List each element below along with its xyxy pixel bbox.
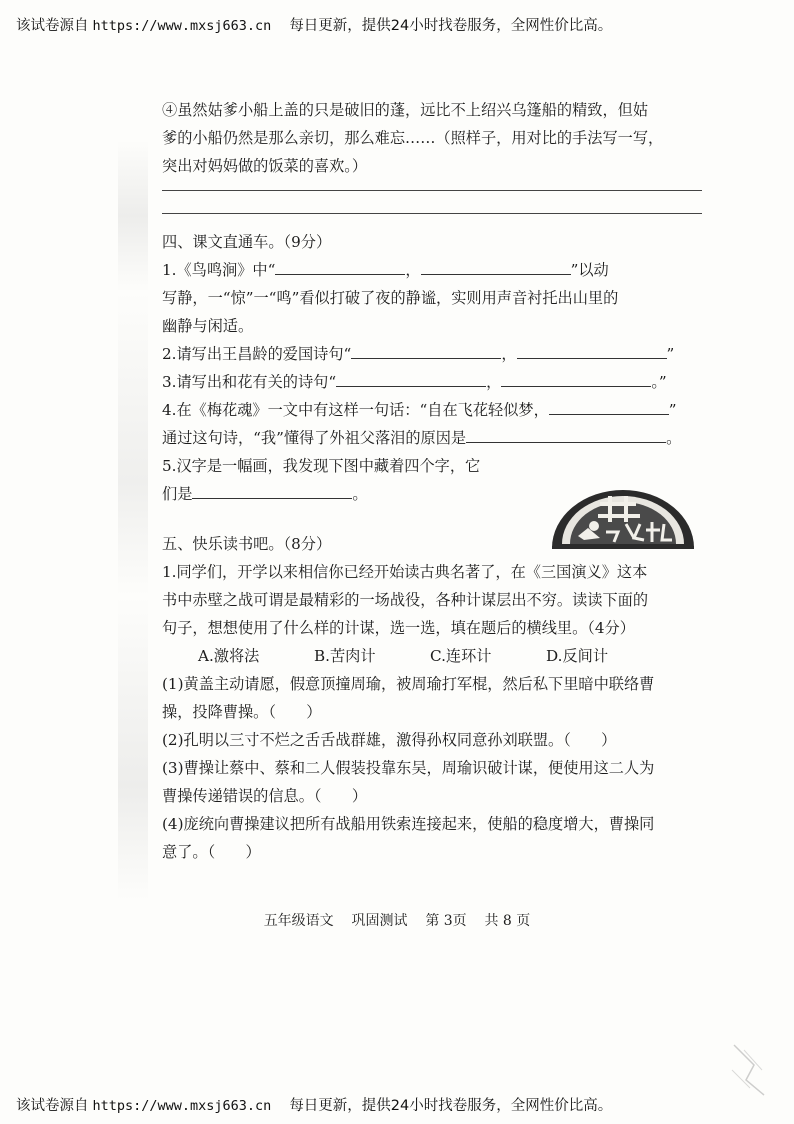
footer-test: 巩固测试: [351, 913, 408, 929]
section-4-title: 四、课文直通车。（9分）: [162, 233, 332, 251]
option-c: C.连环计: [430, 647, 492, 665]
item-3-line-1: (3)曹操让蔡中、蔡和二人假装投靠东吴，周瑜识破计谋，便使用这二人为: [162, 759, 655, 777]
item-4-line-2: 意了。（ ）: [162, 843, 261, 861]
q5-line-2: 们是 。: [162, 480, 722, 508]
item-1-line-2: 操，投降曹操。（ ）: [162, 703, 322, 721]
q1-blank-2[interactable]: [421, 258, 571, 275]
options-row: [198, 642, 722, 670]
footer-subject: 五年级语文: [263, 913, 334, 929]
s5-intro-3: 句子，想想使用了什么样的计谋，选一选，填在题后的横线里。（4分）: [162, 619, 635, 637]
banner-suffix: 每日更新，提供24小时找卷服务，全网性价比高。: [289, 1098, 613, 1114]
scan-shadow: [118, 140, 148, 900]
banner-suffix: 每日更新，提供24小时找卷服务，全网性价比高。: [289, 18, 613, 34]
q2: 2.请写出王昌龄的爱国诗句“ ， ”: [162, 340, 722, 368]
q4-blank-1[interactable]: [549, 398, 669, 415]
source-banner-bottom: [16, 1094, 612, 1115]
footer-total: 共 8 页: [484, 913, 531, 929]
intro-line-1: ④虽然姑爹小船上盖的只是破旧的蓬，远比不上绍兴乌篷船的精致，但姑: [162, 101, 648, 119]
intro-line-3: 突出对妈妈做的饭菜的喜欢。）: [162, 157, 368, 175]
q1-line-1: 1.《鸟鸣涧》中“ ， ”以动: [162, 256, 722, 284]
q1-line-2: 写静，一“惊”一“鸣”看似打破了夜的静谧，实则用声音衬托出山里的: [162, 289, 619, 307]
item-3-line-2: 曹操传递错误的信息。（ ）: [162, 787, 368, 805]
hidden-characters-seal-image: [548, 488, 698, 550]
q3: 3.请写出和花有关的诗句“ ， 。”: [162, 368, 722, 396]
q4-blank-2[interactable]: [466, 426, 666, 443]
banner-url[interactable]: https://www.mxsj663.cn: [92, 1098, 272, 1114]
q4-line-2: 通过这句诗，“我”懂得了外祖父落泪的原因是 。: [162, 424, 722, 452]
banner-prefix: 该试卷源自: [16, 1098, 89, 1114]
source-banner-top: [16, 14, 612, 35]
option-b: B.苦肉计: [314, 647, 376, 665]
q5-blank[interactable]: [192, 482, 352, 499]
s5-intro-1: 1.同学们，开学以来相信你已经开始读古典名著了，在《三国演义》这本: [162, 563, 648, 581]
page-footer: [0, 910, 794, 930]
section-5-title: 五、快乐读书吧。（8分）: [162, 535, 332, 553]
exam-page: [162, 96, 722, 866]
intro-line-2: 爹的小船仍然是那么亲切，那么难忘……（照样子，用对比的手法写一写，: [162, 129, 664, 147]
banner-url[interactable]: https://www.mxsj663.cn: [92, 18, 272, 34]
q1-line-3: 幽静与闲适。: [162, 317, 254, 335]
item-1-line-1: (1)黄盖主动请愿，假意顶撞周瑜，被周瑜打军棍，然后私下里暗中联络曹: [162, 675, 655, 693]
option-d: D.反间计: [546, 647, 609, 665]
option-a: A.激将法: [198, 647, 260, 665]
answer-line-2[interactable]: [162, 213, 702, 214]
banner-prefix: 该试卷源自: [16, 18, 89, 34]
item-2: (2)孔明以三寸不烂之舌舌战群雄，激得孙权同意孙刘联盟。（ ）: [162, 731, 617, 749]
answer-line-1[interactable]: [162, 190, 702, 191]
footer-page: 第 3页: [425, 913, 467, 929]
q4-line-1: 4.在《梅花魂》一文中有这样一句话：“自在飞花轻似梦， ”: [162, 396, 722, 424]
s5-intro-2: 书中赤壁之战可谓是最精彩的一场战役，各种计谋层出不穷。读读下面的: [162, 591, 648, 609]
q3-blank-1[interactable]: [336, 370, 486, 387]
scan-speckle-mark: [724, 1040, 774, 1100]
item-4-line-1: (4)庞统向曹操建议把所有战船用铁索连接起来，使船的稳度增大，曹操同: [162, 815, 655, 833]
q1-blank-1[interactable]: [275, 258, 405, 275]
q5-line-1: 5.汉字是一幅画，我发现下图中藏着四个字，它: [162, 457, 481, 475]
q2-blank-2[interactable]: [517, 342, 667, 359]
q3-blank-2[interactable]: [501, 370, 651, 387]
q2-blank-1[interactable]: [351, 342, 501, 359]
